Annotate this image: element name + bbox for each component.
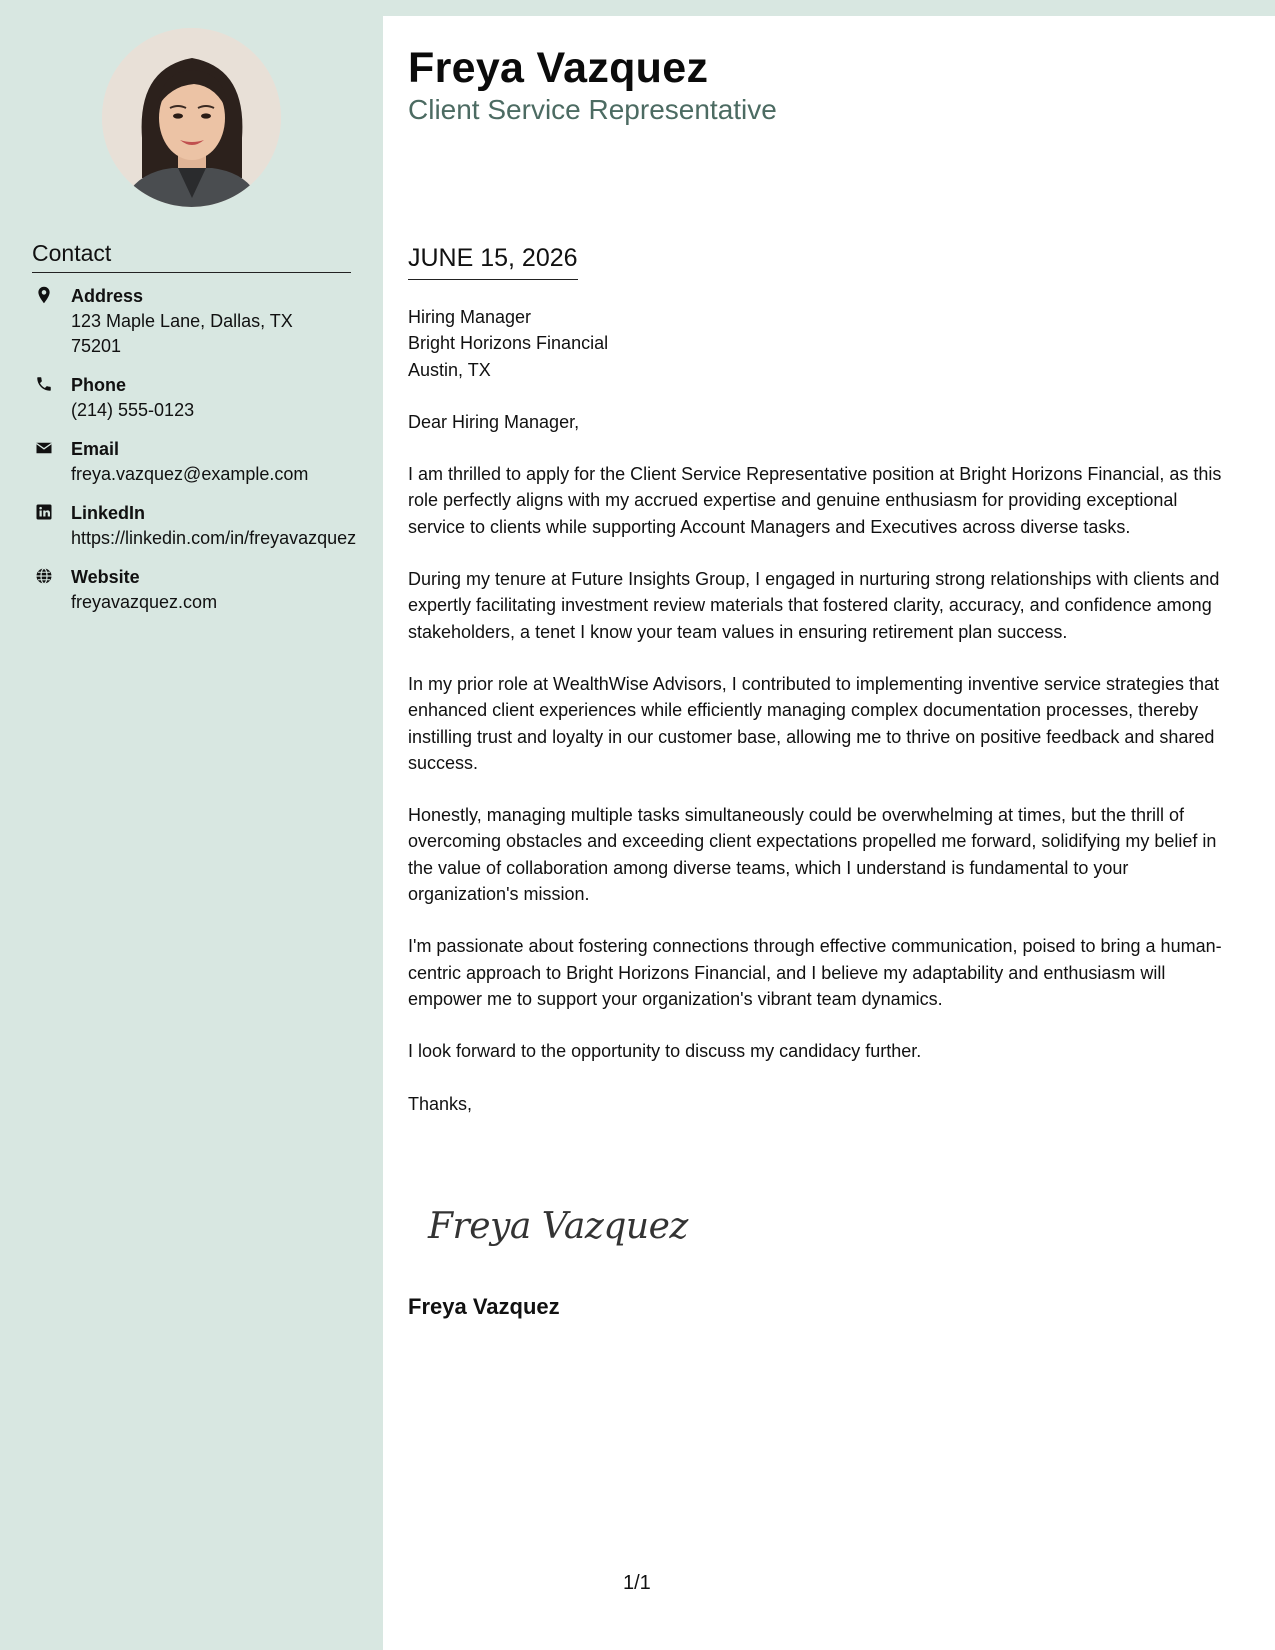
contact-list [32,284,362,629]
salutation: Dear Hiring Manager, [408,411,580,432]
contact-label-website: Website [71,567,140,587]
paragraph: Honestly, managing multiple tasks simultaneously could be overwhelming at times, but the thrill of overcoming obstacles and exceeding client expectations propelled me forward, solidifying my belief in the value of collaboration among diverse teams, which I understand is fundamental to your organization's mission. [408,805,1217,905]
recipient-line: Austin, TX [408,359,491,380]
sidebar [0,0,383,1650]
letter-date: JUNE 15, 2026 [408,244,578,280]
letter-content [408,304,1238,1143]
contact-item-address [32,284,362,359]
paragraph: In my prior role at WealthWise Advisors, I contributed to implementing inventive service strategies that enhanced client experiences while efficiently managing complex documentation processes, thereby instilling trust and loyalty in our customer base, allowing me to thrive on positive feedback and shared success. [408,673,1220,773]
contact-item-website [32,565,362,615]
contact-label-linkedin: LinkedIn [71,503,146,523]
avatar [102,28,281,207]
paragraph: During my tenure at Future Insights Group, I engaged in nurturing strong relationships with clients and expertly facilitating investment review materials that fostered clarity, accuracy, and confidence among stakeholders, a tenet I know your team values in ensuring retirement plan success. [408,569,1220,642]
contact-item-linkedin [32,501,362,551]
contact-heading: Contact [32,240,351,273]
location-pin-icon [35,286,53,304]
phone-icon [35,375,53,393]
contact-item-email [32,437,362,487]
contact-item-phone [32,373,362,423]
contact-label-phone: Phone [71,375,127,395]
page-number: 1/1 [623,1572,651,1594]
contact-value-phone: (214) 555-0123 [71,400,195,420]
closing: Thanks, [408,1093,473,1114]
contact-value-address: 123 Maple Lane, Dallas, TX 75201 [71,311,293,356]
paragraph: I look forward to the opportunity to discuss my candidacy further. [408,1041,922,1062]
profile-photo [102,28,281,207]
signer-name: Freya Vazquez [408,1294,560,1319]
linkedin-icon [35,503,53,521]
applicant-name: Freya Vazquez [408,44,709,92]
globe-icon [35,567,53,585]
contact-label-address: Address [71,286,144,306]
email-icon [35,439,53,457]
contact-value-linkedin[interactable]: https://linkedin.com/in/freyavazquez [71,528,357,548]
contact-value-email[interactable]: freya.vazquez@example.com [71,464,309,484]
signature: Freya Vazquez [428,1206,688,1247]
contact-label-email: Email [71,439,120,459]
recipient-line: Hiring Manager [408,307,532,327]
paragraph: I am thrilled to apply for the Client Service Representative position at Bright Horizons Financial, as this role perfectly aligns with my accrued expertise and genuine enthusiasm for providing exceptional service to clients while supporting Account Managers and Executives across diverse tasks. [408,464,1222,537]
letter-body [383,16,1275,1650]
recipient-line: Bright Horizons Financial [408,333,609,354]
contact-value-website[interactable]: freyavazquez.com [71,592,218,612]
paragraph: I'm passionate about fostering connections through effective communication, poised to bring a human-centric approach to Bright Horizons Financial, and I believe my adaptability and enthusiasm will empower me to support your organization's vibrant team dynamics. [408,936,1222,1009]
job-title: Client Service Representative [408,94,777,125]
recipient-block [408,304,1238,383]
